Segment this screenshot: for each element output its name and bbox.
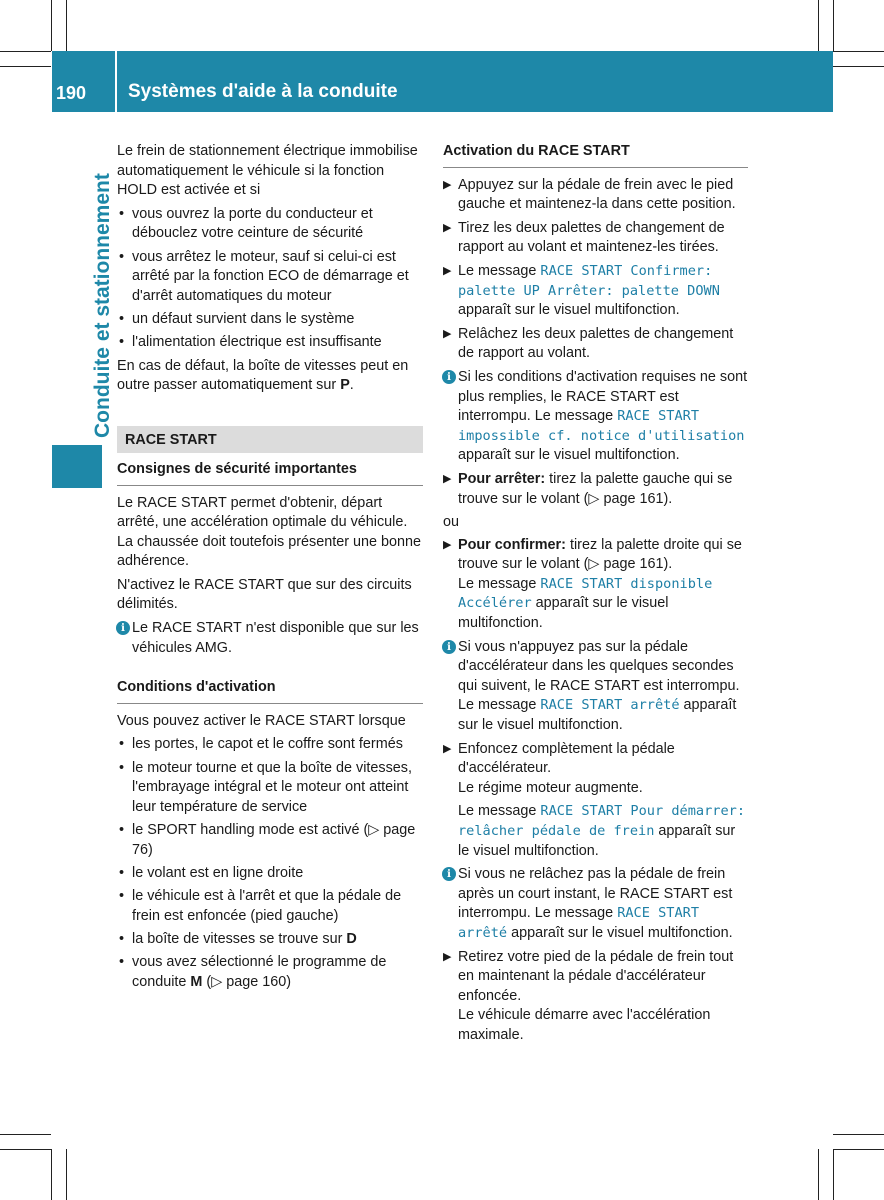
- activation-heading: Activation du RACE START: [443, 142, 748, 168]
- info-note: i Le RACE START n'est disponible que sur les véhicules AMG.: [117, 619, 423, 658]
- list-item: • un défaut survient dans le système: [117, 310, 423, 330]
- display-message: RACE START Confirmer: palette UP Arrêter: palette DOWN: [458, 262, 720, 299]
- page-number: 190: [56, 83, 87, 103]
- display-message: RACE START impossible cf. notice d'utilisation: [458, 408, 745, 444]
- list-item: • vous ouvrez la porte du conducteur et débouclez votre ceinture de sécurité: [117, 205, 423, 244]
- triangle-arrow-icon: ▶: [443, 742, 452, 755]
- step-item: ▶ Pour confirmer: tirez la palette droite qui se trouve sur le volant (▷ page 161). Le message RACE START disponible Accélérer apparaît sur le visuel multifonction.: [443, 536, 742, 632]
- left-column: [117, 142, 423, 996]
- step-item: ▶ Retirez votre pied de la pédale de frein tout en maintenant la pédale d'accélérateur enfoncée. Le véhicule démarre avec l'accélération maximale.: [443, 948, 734, 1043]
- step-item: ▶ Le message RACE START Confirmer: palette UP Arrêter: palette DOWN apparaît sur le visuel multifonction.: [443, 262, 720, 319]
- display-message: RACE START arrêté: [458, 905, 700, 941]
- crop-mark: [66, 1149, 67, 1200]
- crop-mark: [833, 51, 884, 52]
- chapter-tab-marker: [52, 445, 102, 488]
- list-item: • le volant est en ligne droite: [117, 864, 423, 884]
- triangle-arrow-icon: ▶: [443, 264, 452, 277]
- safety-heading: Consignes de sécurité importantes: [117, 460, 423, 486]
- info-note: i Si vous ne relâchez pas la pédale de frein après un court instant, le RACE START est interrompu. Le message RACE START arrêté apparaît sur le visuel multifonction.: [443, 865, 748, 943]
- triangle-arrow-icon: ▶: [443, 178, 452, 191]
- list-item: • le SPORT handling mode est activé (▷ page 76): [117, 821, 423, 860]
- crop-mark: [833, 1149, 884, 1150]
- triangle-arrow-icon: ▶: [443, 538, 452, 551]
- crop-mark: [0, 51, 51, 52]
- right-column: [443, 142, 748, 1050]
- safety-paragraph: Le RACE START permet d'obtenir, départ arrêté, une accélération optimale du véhicule. La chaussée doit toutefois présenter une bonne adhérence.: [117, 494, 422, 570]
- intro-list: [117, 205, 423, 353]
- triangle-arrow-icon: ▶: [443, 221, 452, 234]
- step-item: ▶ Pour arrêter: tirez la palette gauche qui se trouve sur le volant (▷ page 161).: [443, 470, 733, 507]
- header-divider: [115, 51, 117, 112]
- conditions-heading: Conditions d'activation: [117, 678, 423, 704]
- intro-paragraph: Le frein de stationnement électrique immobilise automatiquement le véhicule si la fonction HOLD est activée et si: [117, 143, 418, 199]
- crop-mark: [51, 0, 52, 51]
- safety-paragraph: N'activez le RACE START que sur des circuits délimités.: [117, 576, 412, 613]
- info-note: i Si les conditions d'activation requises ne sont plus remplies, le RACE START est interrompu. Le message RACE START impossible cf. notice d'utilisation apparaît sur le visuel multifonction.: [443, 368, 748, 466]
- info-icon: i: [442, 867, 456, 881]
- crop-mark: [66, 0, 67, 51]
- crop-mark: [833, 0, 834, 51]
- step-item: ▶ Relâchez les deux palettes de changement de rapport au volant.: [443, 325, 734, 362]
- info-icon: i: [442, 640, 456, 654]
- display-message: RACE START disponible Accélérer: [458, 575, 713, 612]
- crop-mark: [833, 66, 884, 67]
- list-item: • les portes, le capot et le coffre sont fermés: [117, 735, 423, 755]
- crop-mark: [818, 1149, 819, 1200]
- step-item: ▶ Enfoncez complètement la pédale d'accélérateur. Le régime moteur augmente. Le message RACE START Pour démarrer: relâcher pédale de frein apparaît sur le visuel multifonction.: [443, 740, 746, 859]
- or-separator: ou: [443, 514, 460, 531]
- list-item: • le moteur tourne et que la boîte de vitesses, l'embrayage intégral et le moteur ont atteint leur température de service: [117, 759, 423, 818]
- list-item: • l'alimentation électrique est insuffisante: [117, 333, 423, 353]
- crop-mark: [818, 0, 819, 51]
- step-item: ▶ Appuyez sur la pédale de frein avec le pied gauche et maintenez-la dans cette position.: [443, 176, 736, 213]
- crop-mark: [51, 1149, 52, 1200]
- triangle-arrow-icon: ▶: [443, 327, 452, 340]
- conditions-list: [117, 735, 423, 992]
- conditions-intro: Vous pouvez activer le RACE START lorsque: [117, 712, 406, 729]
- info-note: i Si vous n'appuyez pas sur la pédale d'accélérateur dans les quelques secondes qui suivent, le RACE START est interrompu. Le message RACE START arrêté apparaît sur le visuel multifonction.: [443, 638, 748, 736]
- crop-mark: [833, 1134, 884, 1135]
- display-message: RACE START arrêté: [540, 697, 680, 714]
- crop-mark: [0, 66, 51, 67]
- list-item: • vous arrêtez le moteur, sauf si celui-ci est arrêté par la fonction ECO de démarrage et d'arrêt automatiques du moteur: [117, 248, 423, 307]
- triangle-arrow-icon: ▶: [443, 472, 452, 485]
- info-icon: i: [442, 370, 456, 384]
- default-paragraph: En cas de défaut, la boîte de vitesses peut en outre passer automatiquement sur P.: [117, 357, 409, 394]
- list-item: • le véhicule est à l'arrêt et que la pédale de frein est enfoncée (pied gauche): [117, 887, 423, 926]
- list-item: • vous avez sélectionné le programme de conduite M (▷ page 160): [117, 953, 423, 992]
- chapter-label: Conduite et stationnement: [91, 173, 114, 438]
- triangle-arrow-icon: ▶: [443, 950, 452, 963]
- section-title: RACE START: [117, 426, 423, 453]
- crop-mark: [0, 1149, 51, 1150]
- info-icon: i: [116, 621, 130, 635]
- crop-mark: [0, 1134, 51, 1135]
- page-title: Systèmes d'aide à la conduite: [128, 81, 398, 102]
- step-item: ▶ Tirez les deux palettes de changement de rapport au volant et maintenez-les tirées.: [443, 219, 725, 256]
- list-item: • la boîte de vitesses se trouve sur D: [117, 930, 423, 950]
- display-message: RACE START Pour démarrer: relâcher pédale de frein: [458, 803, 746, 839]
- crop-mark: [833, 1149, 834, 1200]
